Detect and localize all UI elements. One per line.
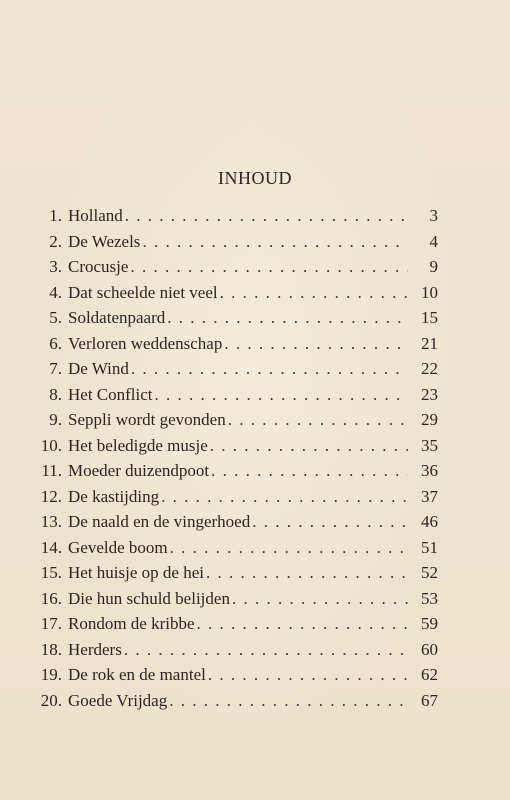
dot-leader <box>228 407 408 433</box>
entry-title: De naald en de vingerhoed <box>68 512 251 531</box>
dot-leader <box>130 254 408 280</box>
entry-page-number: 51 <box>421 537 438 557</box>
entry-page-number: 10 <box>421 282 438 302</box>
entry-page-number: 62 <box>421 665 438 684</box>
entry-page-number: 15 <box>421 308 438 327</box>
entry-title: De Wezels <box>68 231 141 251</box>
table-of-contents <box>30 203 438 713</box>
toc-entry <box>30 203 438 229</box>
entry-title: Gevelde boom <box>68 537 168 557</box>
entry-title: Dat scheelde niet veel <box>68 282 218 302</box>
entry-title: Herders <box>68 639 122 659</box>
entry-number: 8. <box>49 384 62 404</box>
entry-title: Het huisje op de hei <box>68 563 204 582</box>
toc-entry <box>30 305 438 331</box>
entry-title: Het Conflict <box>68 384 153 404</box>
dot-leader <box>142 229 408 255</box>
toc-entry <box>30 382 438 408</box>
entry-page-number: 59 <box>421 614 438 633</box>
dot-leader <box>232 586 408 612</box>
entry-title: Goede Vrijdag <box>68 690 168 710</box>
entry-page-number: 9 <box>429 257 438 276</box>
page-title: INHOUD <box>218 168 292 188</box>
toc-entry <box>30 331 438 357</box>
entry-title: Die hun schuld belijden <box>68 588 230 608</box>
entry-page-number: 60 <box>421 639 438 659</box>
toc-entry <box>30 662 438 688</box>
entry-page-number: 37 <box>421 486 438 506</box>
entry-title: Soldatenpaard <box>68 308 166 327</box>
dot-leader <box>224 331 408 357</box>
entry-number: 9. <box>49 410 62 429</box>
toc-entry <box>30 586 438 612</box>
entry-title: Holland <box>68 206 123 225</box>
entry-number: 14. <box>40 537 62 557</box>
dot-leader <box>124 637 408 663</box>
toc-entry <box>30 611 438 637</box>
entry-page-number: 36 <box>421 461 438 480</box>
dot-leader <box>125 203 408 229</box>
entry-title: Seppli wordt gevonden <box>68 410 226 429</box>
entry-number: 7. <box>49 359 62 378</box>
entry-page-number: 53 <box>421 588 438 608</box>
entry-page-number: 67 <box>421 690 438 710</box>
entry-number: 18. <box>40 639 62 659</box>
toc-entry <box>30 229 438 255</box>
entry-number: 2. <box>49 231 62 251</box>
entry-title: Crocusje <box>68 257 129 276</box>
entry-page-number: 29 <box>421 410 438 429</box>
entry-page-number: 23 <box>421 384 438 404</box>
entry-number: 1. <box>49 206 62 225</box>
toc-entry <box>30 509 438 535</box>
dot-leader <box>206 560 408 586</box>
dot-leader <box>220 280 408 306</box>
entry-page-number: 46 <box>421 512 438 531</box>
entry-number: 3. <box>49 257 62 276</box>
entry-number: 11. <box>41 461 62 480</box>
entry-page-number: 52 <box>421 563 438 582</box>
dot-leader <box>252 509 408 535</box>
dot-leader <box>197 611 408 637</box>
dot-leader <box>161 484 408 510</box>
entry-title: Verloren weddenschap <box>68 333 223 353</box>
entry-title: De rok en de mantel <box>68 665 206 684</box>
toc-entry <box>30 458 438 484</box>
entry-number: 6. <box>49 333 62 353</box>
entry-title: Rondom de kribbe <box>68 614 195 633</box>
entry-number: 12. <box>40 486 62 506</box>
toc-entry <box>30 407 438 433</box>
entry-number: 4. <box>49 282 62 302</box>
dot-leader <box>131 356 408 382</box>
toc-entry <box>30 254 438 280</box>
entry-title: De Wind <box>68 359 129 378</box>
toc-entry <box>30 280 438 306</box>
toc-entry <box>30 688 438 714</box>
dot-leader <box>210 433 408 459</box>
entry-page-number: 22 <box>421 359 438 378</box>
entry-number: 10. <box>40 435 62 455</box>
dot-leader <box>170 535 408 561</box>
entry-title: De kastijding <box>68 486 160 506</box>
entry-number: 5. <box>49 308 62 327</box>
entry-number: 19. <box>40 665 62 684</box>
entry-title: Moeder duizendpoot <box>68 461 210 480</box>
entry-number: 16. <box>40 588 62 608</box>
entry-page-number: 3 <box>429 206 438 225</box>
entry-title: Het beledigde musje <box>68 435 208 455</box>
dot-leader <box>167 305 408 331</box>
toc-entry <box>30 433 438 459</box>
entry-page-number: 4 <box>429 231 438 251</box>
toc-entry <box>30 560 438 586</box>
dot-leader <box>169 688 408 714</box>
toc-entry <box>30 356 438 382</box>
entry-page-number: 35 <box>421 435 438 455</box>
entry-number: 13. <box>40 512 62 531</box>
toc-entry <box>30 535 438 561</box>
entry-page-number: 21 <box>421 333 438 353</box>
dot-leader <box>155 382 408 408</box>
entry-number: 15. <box>40 563 62 582</box>
dot-leader <box>211 458 408 484</box>
dot-leader <box>208 662 408 688</box>
toc-entry <box>30 484 438 510</box>
entry-number: 20. <box>40 690 62 710</box>
toc-entry <box>30 637 438 663</box>
entry-number: 17. <box>40 614 62 633</box>
